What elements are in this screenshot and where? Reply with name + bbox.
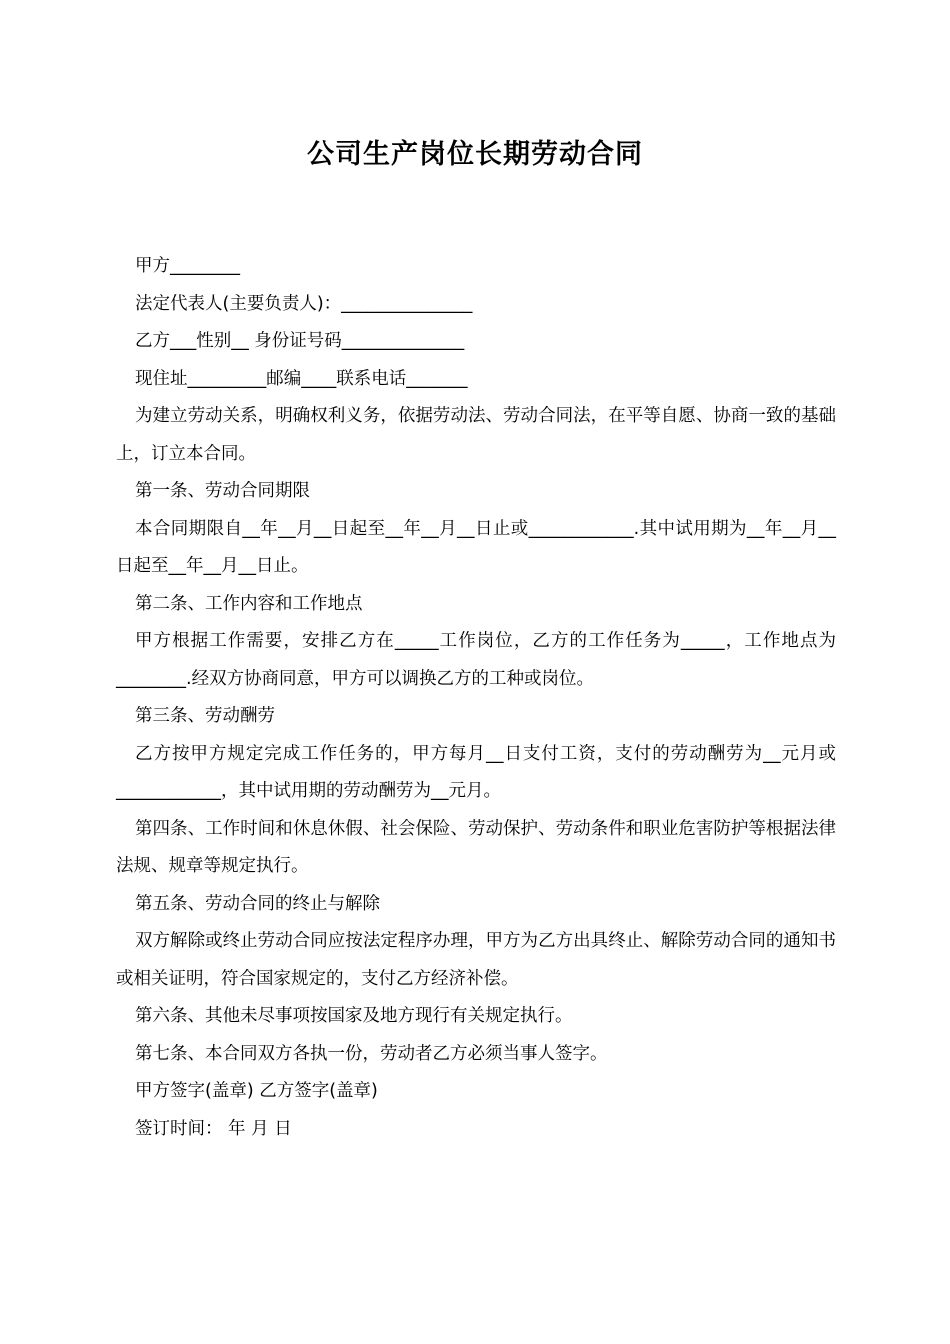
address-line: 现住址_________邮编____联系电话_______	[135, 368, 468, 389]
signature-line: 甲方签字(盖章) 乙方签字(盖章)	[135, 1081, 378, 1101]
party-b-line: 乙方___性别__ 身份证号码______________	[135, 331, 465, 351]
article-7-paragraph: 第七条、本合同双方各执一份，劳动者乙方必须当事人签字。	[135, 1043, 608, 1064]
document-title: 公司生产岗位长期劳动合同	[307, 139, 643, 170]
article-1-body: 本合同期限自__年__月__日起至__年__月__日止或____________.其中试用期为__年__月__日起至__年__月__日止。	[116, 518, 836, 576]
party-a-line: 甲方________	[135, 256, 240, 276]
article-2-heading: 第二条、工作内容和工作地点	[135, 593, 363, 614]
article-3-heading: 第三条、劳动酬劳	[135, 706, 275, 726]
signing-date-line: 签订时间： 年 月 日	[135, 1118, 292, 1139]
article-5-heading: 第五条、劳动合同的终止与解除	[135, 893, 380, 914]
article-2-body: 甲方根据工作需要，安排乙方在_____工作岗位，乙方的工作任务为_____，工作地点为________.经双方协商同意，甲方可以调换乙方的工种或岗位。	[116, 631, 836, 689]
article-5-body: 双方解除或终止劳动合同应按法定程序办理，甲方为乙方出具终止、解除劳动合同的通知书或相关证明，符合国家规定的，支付乙方经济补偿。	[116, 931, 836, 989]
article-3-body: 乙方按甲方规定完成工作任务的，甲方每月__日支付工资，支付的劳动酬劳为__元月或____________，其中试用期的劳动酬劳为__元月。	[116, 743, 836, 801]
document-body	[116, 248, 836, 1148]
preamble-paragraph: 为建立劳动关系，明确权利义务，依据劳动法、劳动合同法，在平等自愿、协商一致的基础上，订立本合同。	[116, 406, 836, 464]
article-1-heading: 第一条、劳动合同期限	[135, 481, 310, 501]
article-6-paragraph: 第六条、其他未尽事项按国家及地方现行有关规定执行。	[135, 1006, 573, 1026]
article-4-paragraph: 第四条、工作时间和休息休假、社会保险、劳动保护、劳动条件和职业危害防护等根据法律法规、规章等规定执行。	[116, 818, 836, 876]
legal-representative-line: 法定代表人(主要负责人)：_______________	[135, 293, 473, 314]
